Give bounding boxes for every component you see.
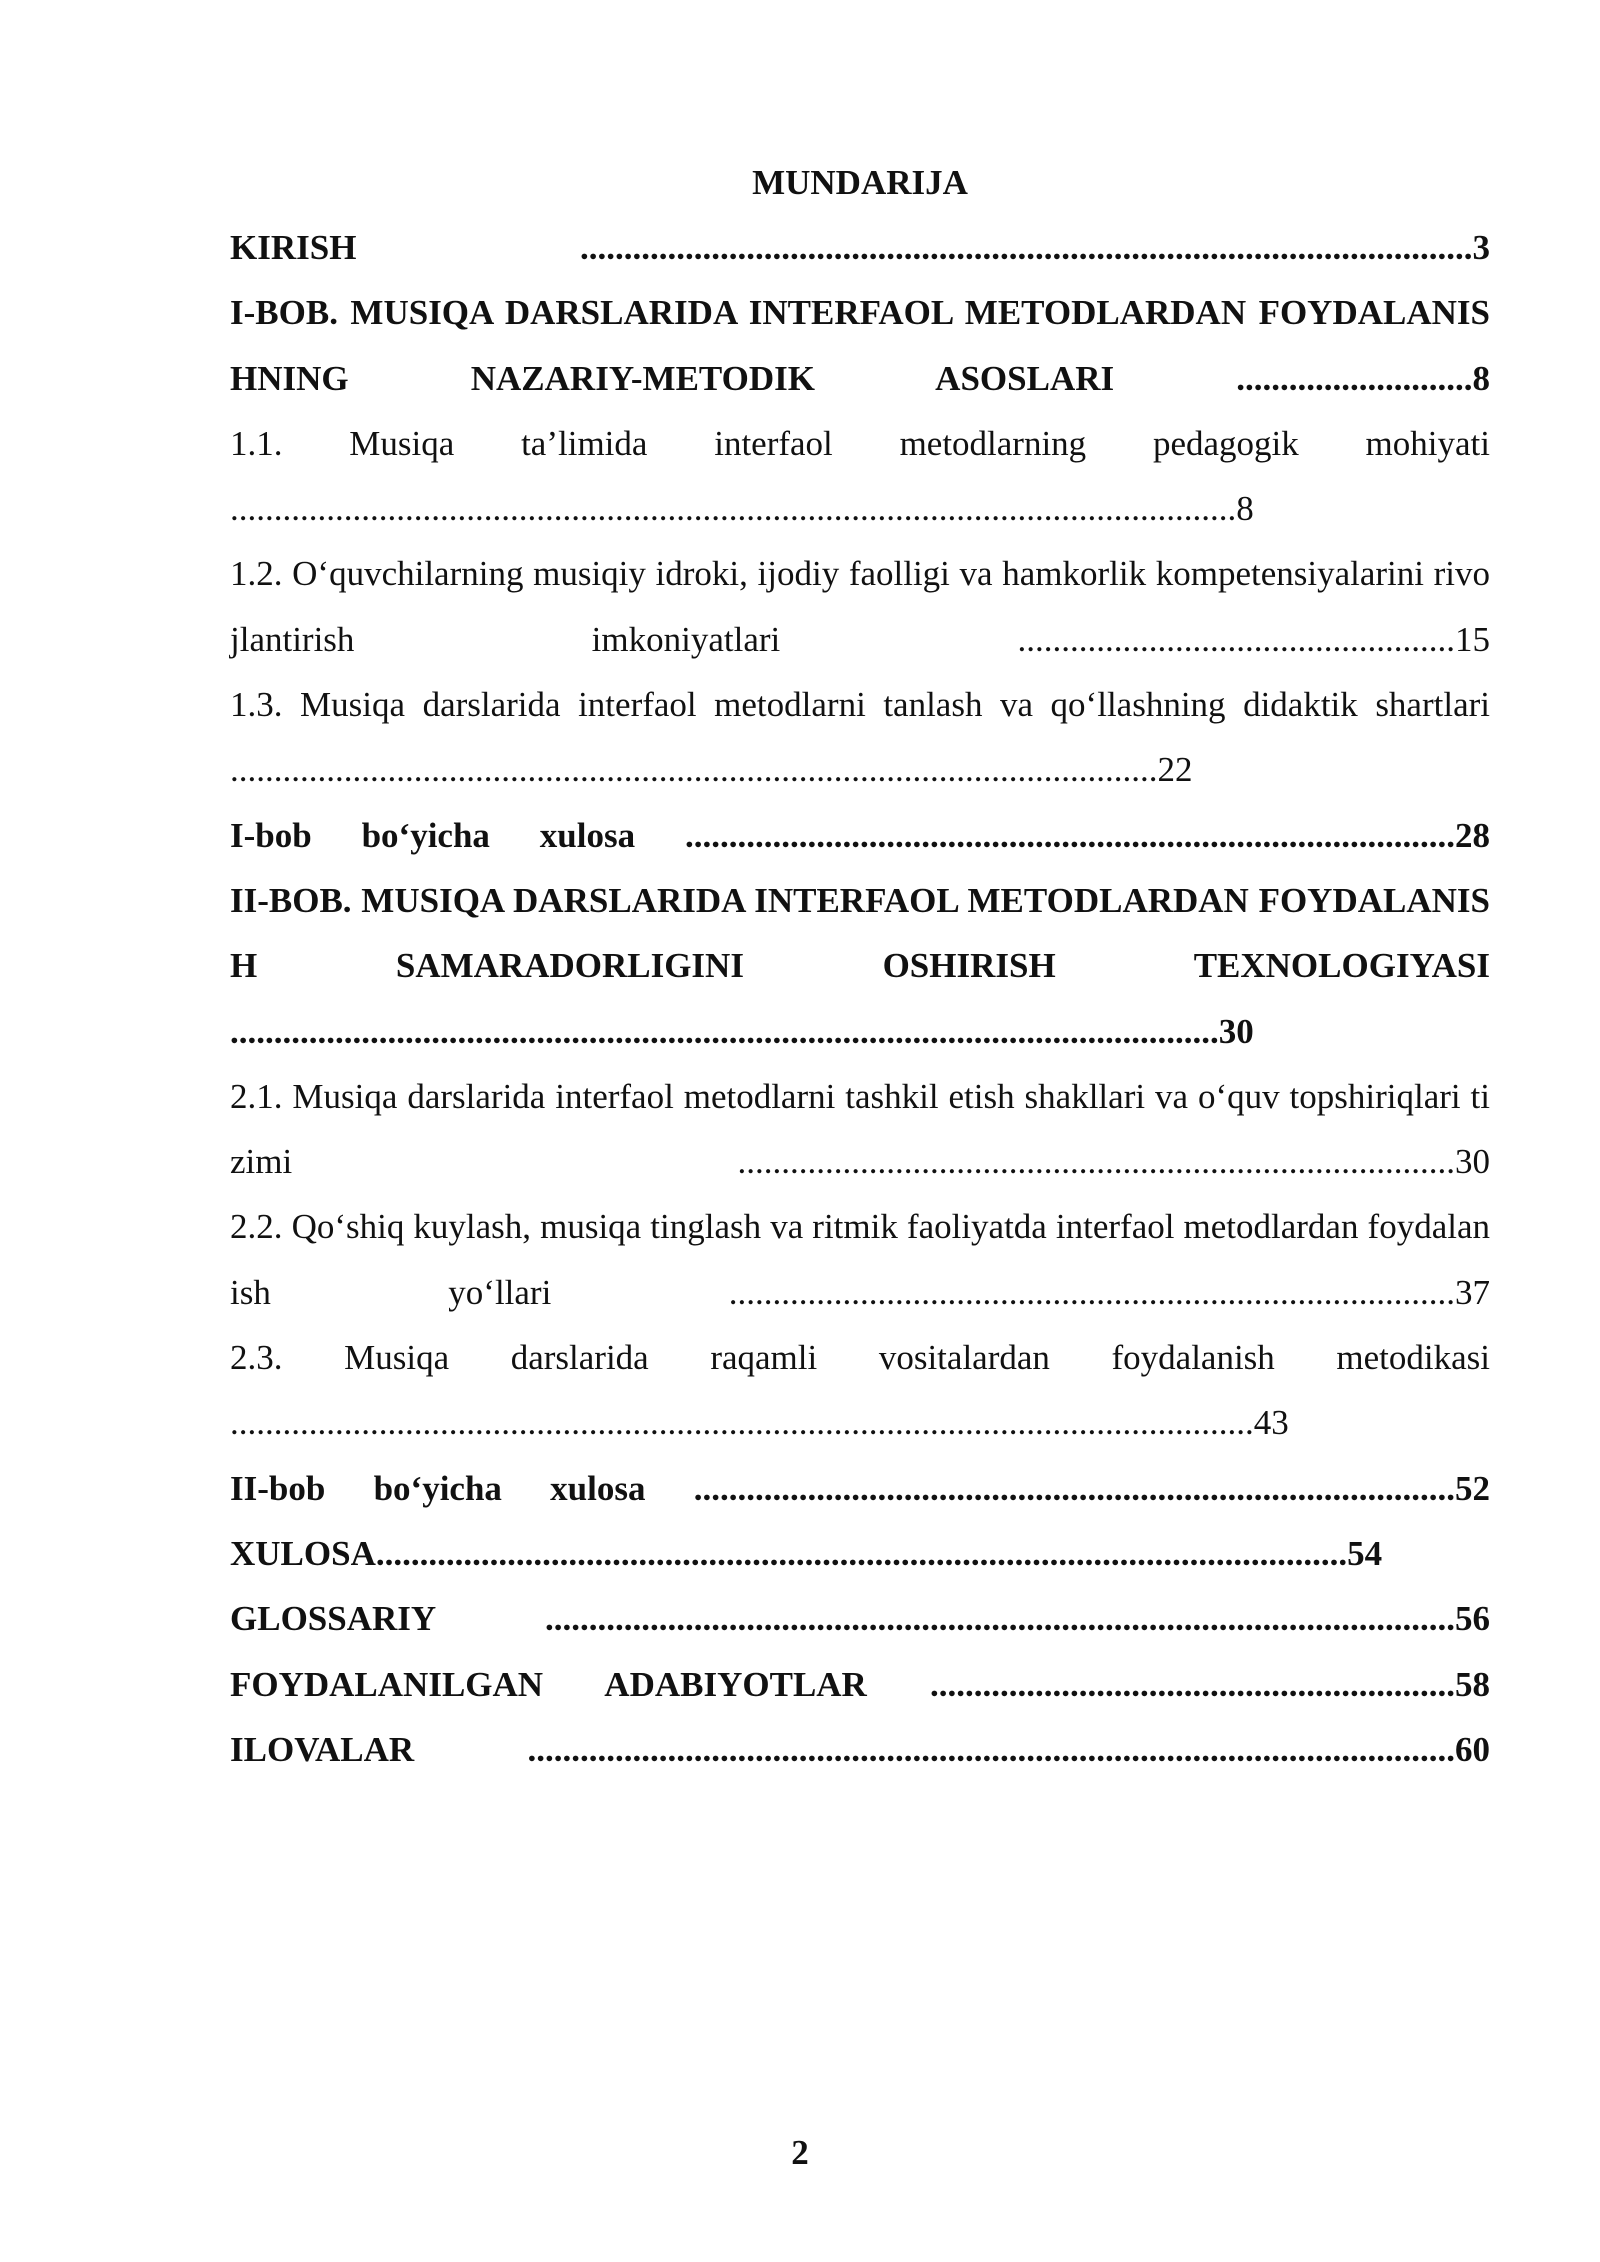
toc-entry-adabiyotlar: FOYDALANILGAN ADABIYOTLAR ............................................................58: [230, 1664, 1490, 1704]
toc-title: MUNDARIJA: [752, 163, 968, 202]
toc-entry-chapter-2-summary: II-bob bo‘yicha xulosa .......................................................................................52: [230, 1468, 1490, 1508]
toc-entry-1-1: 1.1. Musiqa ta’limida interfaol metodlarning pedagogik mohiyati ...................................................................................................................8: [230, 423, 1490, 529]
toc-entry-chapter-2: II-BOB. MUSIQA DARSLARIDA INTERFAOL METODLARDAN FOYDALANISH SAMARADORLIGINI OSHIRISH TEXNOLOGIYASI .................................................................................................................30: [230, 880, 1490, 1051]
toc-entry-chapter-1: I-BOB. MUSIQA DARSLARIDA INTERFAOL METODLARDAN FOYDALANISHNING NAZARIY-METODIK ASOSLARI ...........................8: [230, 293, 1490, 398]
toc-entry-chapter-1-summary: I-bob bo‘yicha xulosa ........................................................................................28: [230, 815, 1490, 855]
toc-entry-2-1: 2.1. Musiqa darslarida interfaol metodlarni tashkil etish shakllari va o‘quv topshiriqlari tizimi ..................................................................................30: [230, 1076, 1490, 1182]
table-of-contents: [230, 150, 1490, 1782]
toc-entry-1-3: 1.3. Musiqa darslarida interfaol metodlarni tanlash va qo‘llashning didaktik shartlari ..........................................................................................................22: [230, 685, 1490, 790]
page-number: 2: [791, 2133, 809, 2172]
toc-entry-xulosa: XULOSA...............................................................................................................54: [230, 1533, 1383, 1573]
toc-entry-1-2: 1.2. O‘quvchilarning musiqiy idroki, ijodiy faolligi va hamkorlik kompetensiyalarini rivojlantirish imkoniyatlari ..................................................15: [230, 554, 1490, 659]
toc-entry-kirish: KIRISH ......................................................................................................3: [230, 228, 1490, 267]
toc-entry-2-2: 2.2. Qo‘shiq kuylash, musiqa tinglash va ritmik faoliyatda interfaol metodlardan foydalanish yo‘llari ...................................................................................37: [230, 1207, 1490, 1312]
toc-entry-2-3: 2.3. Musiqa darslarida raqamli vositalardan foydalanish metodikasi .....................................................................................................................43: [230, 1338, 1490, 1443]
toc-entry-glossariy: GLOSSARIY ........................................................................................................56: [230, 1599, 1490, 1639]
toc-entry-ilovalar: ILOVALAR ..........................................................................................................60: [230, 1729, 1490, 1769]
